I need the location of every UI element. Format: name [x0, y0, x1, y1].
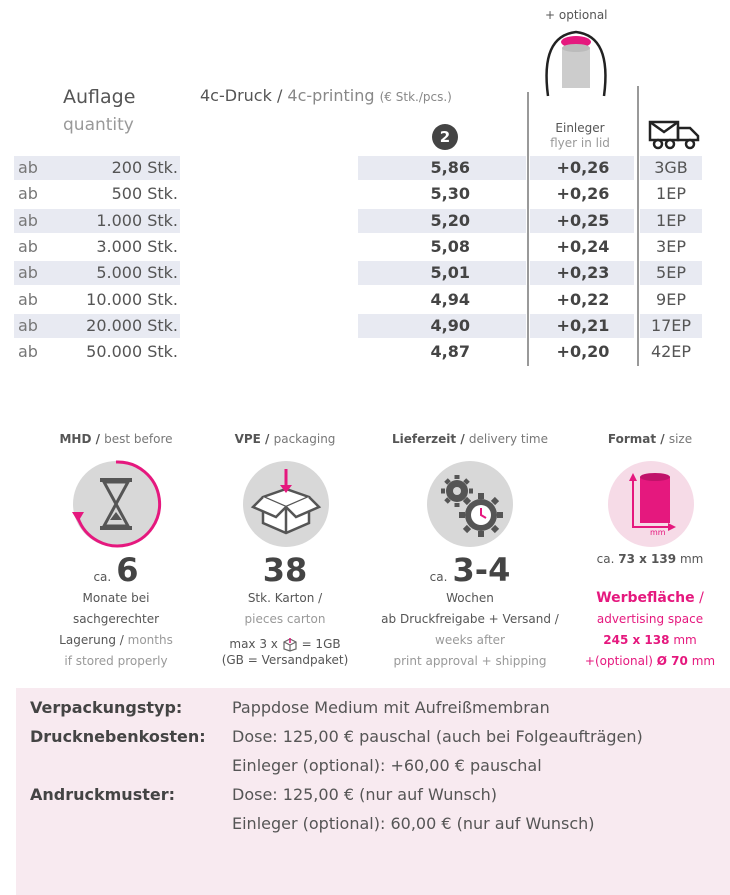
- row-quantity: 1.000 Stk.: [96, 210, 178, 230]
- mhd-value: [30, 551, 202, 589]
- format-mm-label: mm: [650, 528, 666, 537]
- format-size-value: 73 x 139: [618, 552, 677, 566]
- vpe-line3: [205, 636, 365, 652]
- vpe-line3-b: = 1GB: [301, 637, 341, 651]
- row-quantity: 500 Stk.: [111, 184, 178, 204]
- print-header-sep: /: [271, 86, 288, 105]
- optional-label: + optional: [545, 8, 608, 22]
- gears-clock-icon: [427, 461, 513, 547]
- row-ab: ab: [18, 315, 38, 335]
- row-price: 5,30: [430, 184, 470, 204]
- format-ad-opt-label: +(optional): [584, 654, 653, 668]
- table-row: [0, 339, 730, 365]
- row-einleger-price: +0,22: [556, 289, 610, 309]
- row-einleger-price: +0,23: [556, 263, 610, 283]
- row-shipping-units: 5EP: [656, 263, 686, 283]
- can-with-flyer-icon: [542, 26, 610, 102]
- row-einleger-price: +0,24: [556, 236, 610, 256]
- format-ad-line1: Werbefläche /: [596, 590, 704, 606]
- mhd-line3-de: Lagerung: [59, 633, 116, 647]
- extra-costs-line2: Einleger (optional): +60,00 € pauschal: [232, 756, 542, 775]
- format-ad-size-value: 245 x 138: [603, 633, 670, 647]
- row-quantity: 5.000 Stk.: [96, 263, 178, 283]
- einleger-header-en: flyer in lid: [550, 136, 610, 150]
- print-header-de: 4c-Druck: [200, 86, 272, 105]
- print-header-en: 4c-printing: [287, 86, 375, 105]
- table-row: [0, 155, 730, 181]
- hourglass-icon: [68, 456, 164, 552]
- row-shipping-units: 9EP: [656, 289, 686, 309]
- proof-line2: Einleger (optional): 60,00 € (nur auf Wunsch): [232, 814, 595, 833]
- einleger-header: [530, 121, 630, 151]
- row-price: 5,08: [430, 236, 470, 256]
- extra-costs-line1: Dose: 125,00 € pauschal (auch bei Folgeaufträgen): [232, 727, 643, 746]
- mhd-number: 6: [116, 551, 139, 589]
- row-price: 5,01: [430, 263, 470, 283]
- vpe-title: VPE / packaging: [234, 432, 336, 446]
- lieferzeit-title-en: delivery time: [468, 432, 549, 446]
- row-price: 4,90: [430, 315, 470, 335]
- lieferzeit-line2: ab Druckfreigabe + Versand /: [381, 612, 559, 626]
- mhd-title: MHD / best before: [59, 432, 173, 446]
- packaging-type-value: Pappdose Medium mit Aufreißmembran: [232, 698, 550, 717]
- format-ad-de: Werbefläche: [596, 590, 695, 606]
- table-row: [0, 234, 730, 260]
- lieferzeit-title-de: Lieferzeit: [391, 432, 457, 446]
- format-size-unit: mm: [679, 552, 704, 566]
- truck-shipping-icon: [648, 118, 700, 150]
- table-row: [0, 287, 730, 313]
- row-ab: ab: [18, 342, 38, 362]
- format-ad-unit: mm: [673, 633, 697, 647]
- mhd-title-en: best before: [104, 432, 173, 446]
- vpe-title-de: VPE: [234, 432, 261, 446]
- row-quantity: 20.000 Stk.: [86, 315, 178, 335]
- row-shipping-units: 3EP: [656, 236, 686, 256]
- mhd-line2: sachgerechter: [72, 612, 160, 626]
- mhd-line4: if stored properly: [64, 654, 168, 668]
- lieferzeit-number: 3-4: [452, 551, 511, 589]
- vpe-line4: (GB = Versandpaket): [221, 653, 349, 667]
- format-ad-size: [570, 630, 730, 651]
- row-shipping-units: 42EP: [650, 342, 692, 362]
- format-ad-en: advertising space: [596, 612, 704, 626]
- proof-line1: Dose: 125,00 € (nur auf Wunsch): [232, 785, 497, 804]
- format-ad-diam: Ø 70: [656, 654, 688, 668]
- row-einleger-price: +0,26: [556, 158, 610, 177]
- lieferzeit-line4: print approval + shipping: [393, 654, 547, 668]
- print-header: [200, 86, 452, 105]
- variant-badge: 2: [432, 124, 458, 150]
- mhd-line3-en: months: [127, 633, 173, 647]
- mhd-ca: ca.: [93, 570, 112, 584]
- row-ab: ab: [18, 263, 38, 283]
- format-ca: ca.: [596, 552, 615, 566]
- quantity-header-en: quantity: [63, 115, 134, 135]
- info-vpe: [205, 432, 365, 446]
- lieferzeit-line3: weeks after: [435, 633, 505, 647]
- vpe-number: 38: [262, 551, 308, 589]
- row-price: 4,87: [430, 342, 470, 362]
- row-quantity: 200 Stk.: [111, 158, 178, 177]
- format-desc: [570, 588, 730, 672]
- einleger-header-de: Einleger: [555, 121, 605, 135]
- row-quantity: 3.000 Stk.: [96, 236, 178, 256]
- row-shipping-units: 1EP: [656, 210, 686, 230]
- lieferzeit-title: Lieferzeit / delivery time: [391, 432, 549, 446]
- table-row: [0, 313, 730, 339]
- info-format: [575, 432, 725, 446]
- row-price: 5,20: [430, 210, 470, 230]
- format-ad-diam-unit: mm: [691, 654, 716, 668]
- vpe-desc: [205, 588, 365, 668]
- row-einleger-price: +0,26: [556, 184, 610, 204]
- row-ab: ab: [18, 289, 38, 309]
- vpe-value: [205, 551, 365, 589]
- row-einleger-price: +0,20: [556, 342, 610, 362]
- table-row: [0, 260, 730, 286]
- mhd-desc: [30, 588, 202, 672]
- row-einleger-price: +0,25: [556, 210, 610, 230]
- box-carton-icon: [243, 461, 329, 547]
- info-mhd: [30, 432, 202, 446]
- lieferzeit-value: [370, 551, 570, 589]
- format-title-en: size: [668, 432, 693, 446]
- mhd-line3: Lagerung / months: [59, 633, 173, 647]
- format-ad-opt: [570, 651, 730, 672]
- lieferzeit-desc: [370, 588, 570, 672]
- quantity-header-de: Auflage: [63, 86, 136, 108]
- row-shipping-units: 3GB: [654, 158, 688, 177]
- row-shipping-units: 1EP: [656, 184, 686, 204]
- format-title: Format / size: [607, 432, 693, 446]
- small-box-icon: [282, 638, 298, 652]
- format-title-de: Format: [607, 432, 657, 446]
- print-header-unit: (€ Stk./pcs.): [379, 90, 452, 104]
- row-price: 5,86: [430, 158, 470, 177]
- lieferzeit-ca: ca.: [429, 570, 448, 584]
- table-row: [0, 208, 730, 234]
- row-price: 4,94: [430, 289, 470, 309]
- extra-costs-label: Drucknebenkosten:: [30, 727, 206, 746]
- packaging-type-label: Verpackungstyp:: [30, 698, 183, 717]
- row-ab: ab: [18, 236, 38, 256]
- row-einleger-price: +0,21: [556, 315, 610, 335]
- row-quantity: 10.000 Stk.: [86, 289, 178, 309]
- row-ab: ab: [18, 158, 38, 177]
- info-lieferzeit: [370, 432, 570, 446]
- proof-label: Andruckmuster:: [30, 785, 176, 804]
- vpe-title-en: packaging: [273, 432, 336, 446]
- vpe-line3-a: max 3 x: [229, 637, 278, 651]
- vpe-line1: Stk. Karton /: [247, 591, 323, 605]
- mhd-line1: Monate bei: [82, 591, 150, 605]
- mhd-title-de: MHD: [59, 432, 92, 446]
- format-size: [575, 548, 725, 570]
- vpe-line2: pieces carton: [244, 612, 326, 626]
- row-ab: ab: [18, 184, 38, 204]
- lieferzeit-line1: Wochen: [446, 591, 494, 605]
- table-row: [0, 181, 730, 207]
- row-quantity: 50.000 Stk.: [86, 342, 178, 362]
- row-shipping-units: 17EP: [650, 315, 692, 335]
- row-ab: ab: [18, 210, 38, 230]
